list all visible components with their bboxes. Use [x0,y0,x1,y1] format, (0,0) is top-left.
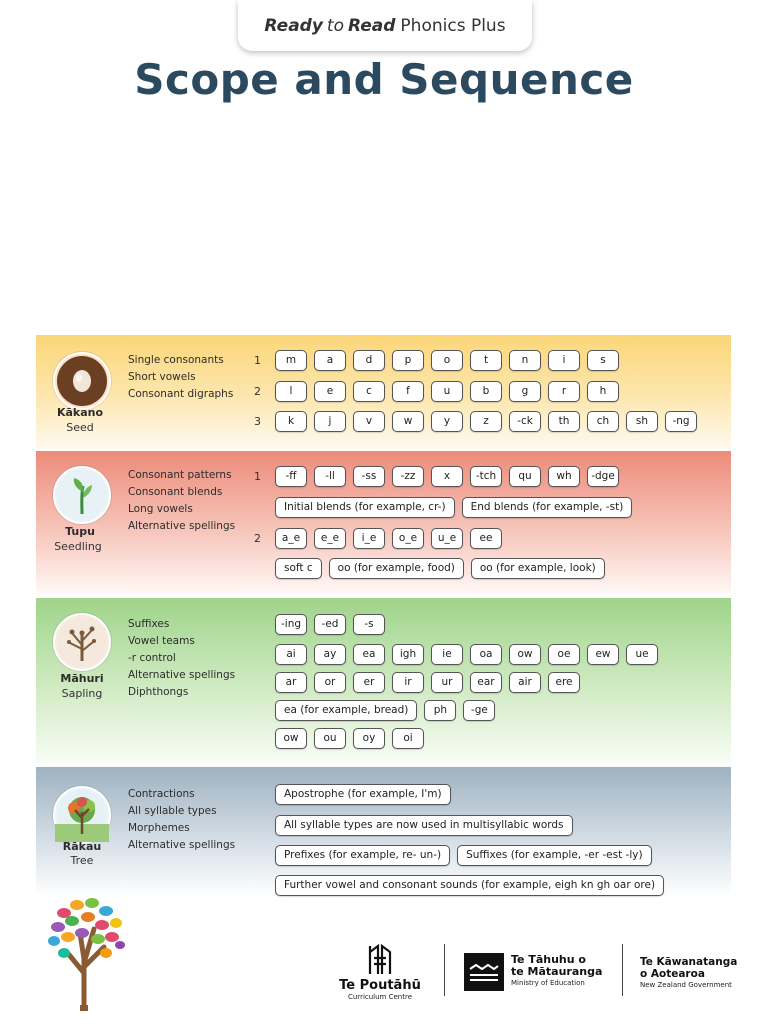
sound-chip: i_e [353,528,385,549]
sound-chip: Initial blends (for example, cr-) [275,497,455,518]
chip-row [275,350,619,371]
topic: Suffixes [128,618,170,630]
topic: Vowel teams [128,635,195,647]
sound-chip: sh [626,411,658,432]
stage-name-tupu: Tupu [65,525,95,538]
sound-chip: e [314,381,346,402]
sapling-icon [53,613,111,671]
sound-chip: -ss [353,466,385,487]
sound-chip: w [392,411,424,432]
govt-sub: New Zealand Government [640,981,732,989]
row-number: 1 [254,470,261,483]
stage-name-kakano: Kākano [56,406,104,419]
sound-chip: c [353,381,385,402]
poutahu-logo [330,940,430,1010]
sound-chip: ay [314,644,346,665]
nz-government-logo [640,956,740,990]
topic: Long vowels [128,503,193,515]
sound-chip: ere [548,672,580,693]
sound-chip: u_e [431,528,463,549]
sound-chip: b [470,381,502,402]
sound-chip: End blends (for example, -st) [462,497,633,518]
ministry-line1: Te Tāhuhu o [511,953,586,966]
sound-chip: -dge [587,466,619,487]
sound-chip: u [431,381,463,402]
sound-chip: igh [392,644,424,665]
header-series: Phonics Plus [400,15,506,36]
sound-chip: s [587,350,619,371]
ministry-emblem-icon [464,953,504,991]
sound-chip: x [431,466,463,487]
sound-chip: n [509,350,541,371]
sound-chip: soft c [275,558,322,579]
sound-chip: ue [626,644,658,665]
topic: Diphthongs [128,686,189,698]
row-number: 2 [254,532,261,545]
sound-chip: ear [470,672,502,693]
govt-line1: Te Kāwanatanga [640,956,738,968]
chip-row [275,815,573,836]
sound-chip: oa [470,644,502,665]
sound-chip: -s [353,614,385,635]
sound-chip: ow [509,644,541,665]
ministry-logo [464,953,624,993]
sound-chip: i [548,350,580,371]
sound-chip: ou [314,728,346,749]
topic: Alternative spellings [128,839,236,851]
sound-chip: ea (for example, bread) [275,700,417,721]
row-number: 2 [254,385,261,398]
sound-chip: v [353,411,385,432]
sound-chip: All syllable types are now used in multisyllabic words [275,815,573,836]
sound-chip: th [548,411,580,432]
ministry-sub: Ministry of Education [511,979,585,987]
sound-chip: ir [392,672,424,693]
topic: -r control [128,652,176,664]
sound-chip: or [314,672,346,693]
sound-chip: -ge [463,700,495,721]
sound-chip: wh [548,466,580,487]
stage-sub-mahuri: Sapling [61,687,103,700]
poutahu-sub: Curriculum Centre [347,993,413,1001]
chip-row [275,497,632,518]
govt-line2: o Aotearoa [640,968,705,980]
sound-chip: -ng [665,411,697,432]
sound-chip: air [509,672,541,693]
sound-chip: er [353,672,385,693]
topics-kakano [128,352,233,403]
sound-chip: a_e [275,528,307,549]
sound-chip: ur [431,672,463,693]
sound-chip: -zz [392,466,424,487]
logo-divider [622,944,623,996]
chip-row [275,700,495,721]
sound-chip: o [431,350,463,371]
topic: Consonant patterns [128,469,232,481]
tree-icon [53,786,111,844]
stage-name-rakau: Rākau [62,840,102,853]
chip-row [275,728,424,749]
sound-chip: ew [587,644,619,665]
sound-chip: d [353,350,385,371]
sound-chip: z [470,411,502,432]
topic: Consonant blends [128,486,223,498]
sound-chip: -tch [470,466,502,487]
sound-chip: oe [548,644,580,665]
footer-logos [330,940,740,1010]
sound-chip: o_e [392,528,424,549]
sound-chip: Further vowel and consonant sounds (for example, eigh kn gh oar ore) [275,875,664,896]
sound-chip: ch [587,411,619,432]
sound-chip: ar [275,672,307,693]
chip-row [275,466,619,487]
sound-chip: ph [424,700,456,721]
sound-chip: Prefixes (for example, re- un-) [275,845,450,866]
sound-chip: ie [431,644,463,665]
header-to: to [326,15,344,36]
topic: Alternative spellings [128,520,236,532]
sound-chip: ea [353,644,385,665]
topic: Short vowels [128,371,196,383]
sound-chip: -ck [509,411,541,432]
sound-chip: t [470,350,502,371]
chip-row [275,528,502,549]
chip-row [275,672,580,693]
sound-chip: f [392,381,424,402]
sound-chip: -ed [314,614,346,635]
sound-chip: oo (for example, food) [329,558,464,579]
topics-rakau [128,786,235,854]
chip-row [275,784,451,805]
sound-chip: ee [470,528,502,549]
chip-row [275,614,385,635]
chip-row [275,845,652,866]
topic: Contractions [128,788,195,800]
topic: Morphemes [128,822,190,834]
sound-chip: Suffixes (for example, -er -est -ly) [457,845,651,866]
sound-chip: y [431,411,463,432]
sound-chip: m [275,350,307,371]
row-number: 1 [254,354,261,367]
seedling-icon [53,466,111,524]
sound-chip: -ing [275,614,307,635]
sound-chip: Apostrophe (for example, I'm) [275,784,451,805]
chip-row [275,875,664,896]
sound-chip: p [392,350,424,371]
stage-sub-rakau: Tree [70,854,94,867]
header-ready: Ready [264,15,323,36]
poutahu-name: Te Poutāhū [339,978,421,993]
sound-chip: h [587,381,619,402]
sound-chip: l [275,381,307,402]
sound-chip: oo (for example, look) [471,558,605,579]
logo-divider [444,944,445,996]
topic: All syllable types [128,805,217,817]
stage-name-mahuri: Māhuri [60,672,104,685]
topic: Alternative spellings [128,669,236,681]
sound-chip: ai [275,644,307,665]
chip-row [275,644,658,665]
stage-sub-kakano: Seed [66,421,94,434]
topics-mahuri [128,616,235,701]
header-read: Read [348,15,396,36]
seed-icon [53,352,111,410]
sound-chip: a [314,350,346,371]
sound-chip: -ll [314,466,346,487]
colourful-tree-illustration [44,893,128,1011]
chip-row [275,411,697,432]
sound-chip: e_e [314,528,346,549]
sound-chip: g [509,381,541,402]
topics-tupu [128,467,235,535]
poutahu-emblem-icon [367,944,393,976]
sound-chip: oi [392,728,424,749]
topic: Single consonants [128,354,224,366]
chip-row [275,558,605,579]
ministry-line2: te Mātauranga [511,965,603,978]
page-title: Scope and Sequence [134,55,634,104]
sound-chip: oy [353,728,385,749]
chip-row [275,381,619,402]
sound-chip: k [275,411,307,432]
topic: Consonant digraphs [128,388,234,400]
sound-chip: -ff [275,466,307,487]
stage-sub-tupu: Seedling [54,540,102,553]
row-number: 3 [254,415,261,428]
series-header-tab [238,0,532,51]
sound-chip: ow [275,728,307,749]
sound-chip: r [548,381,580,402]
sound-chip: qu [509,466,541,487]
sound-chip: j [314,411,346,432]
